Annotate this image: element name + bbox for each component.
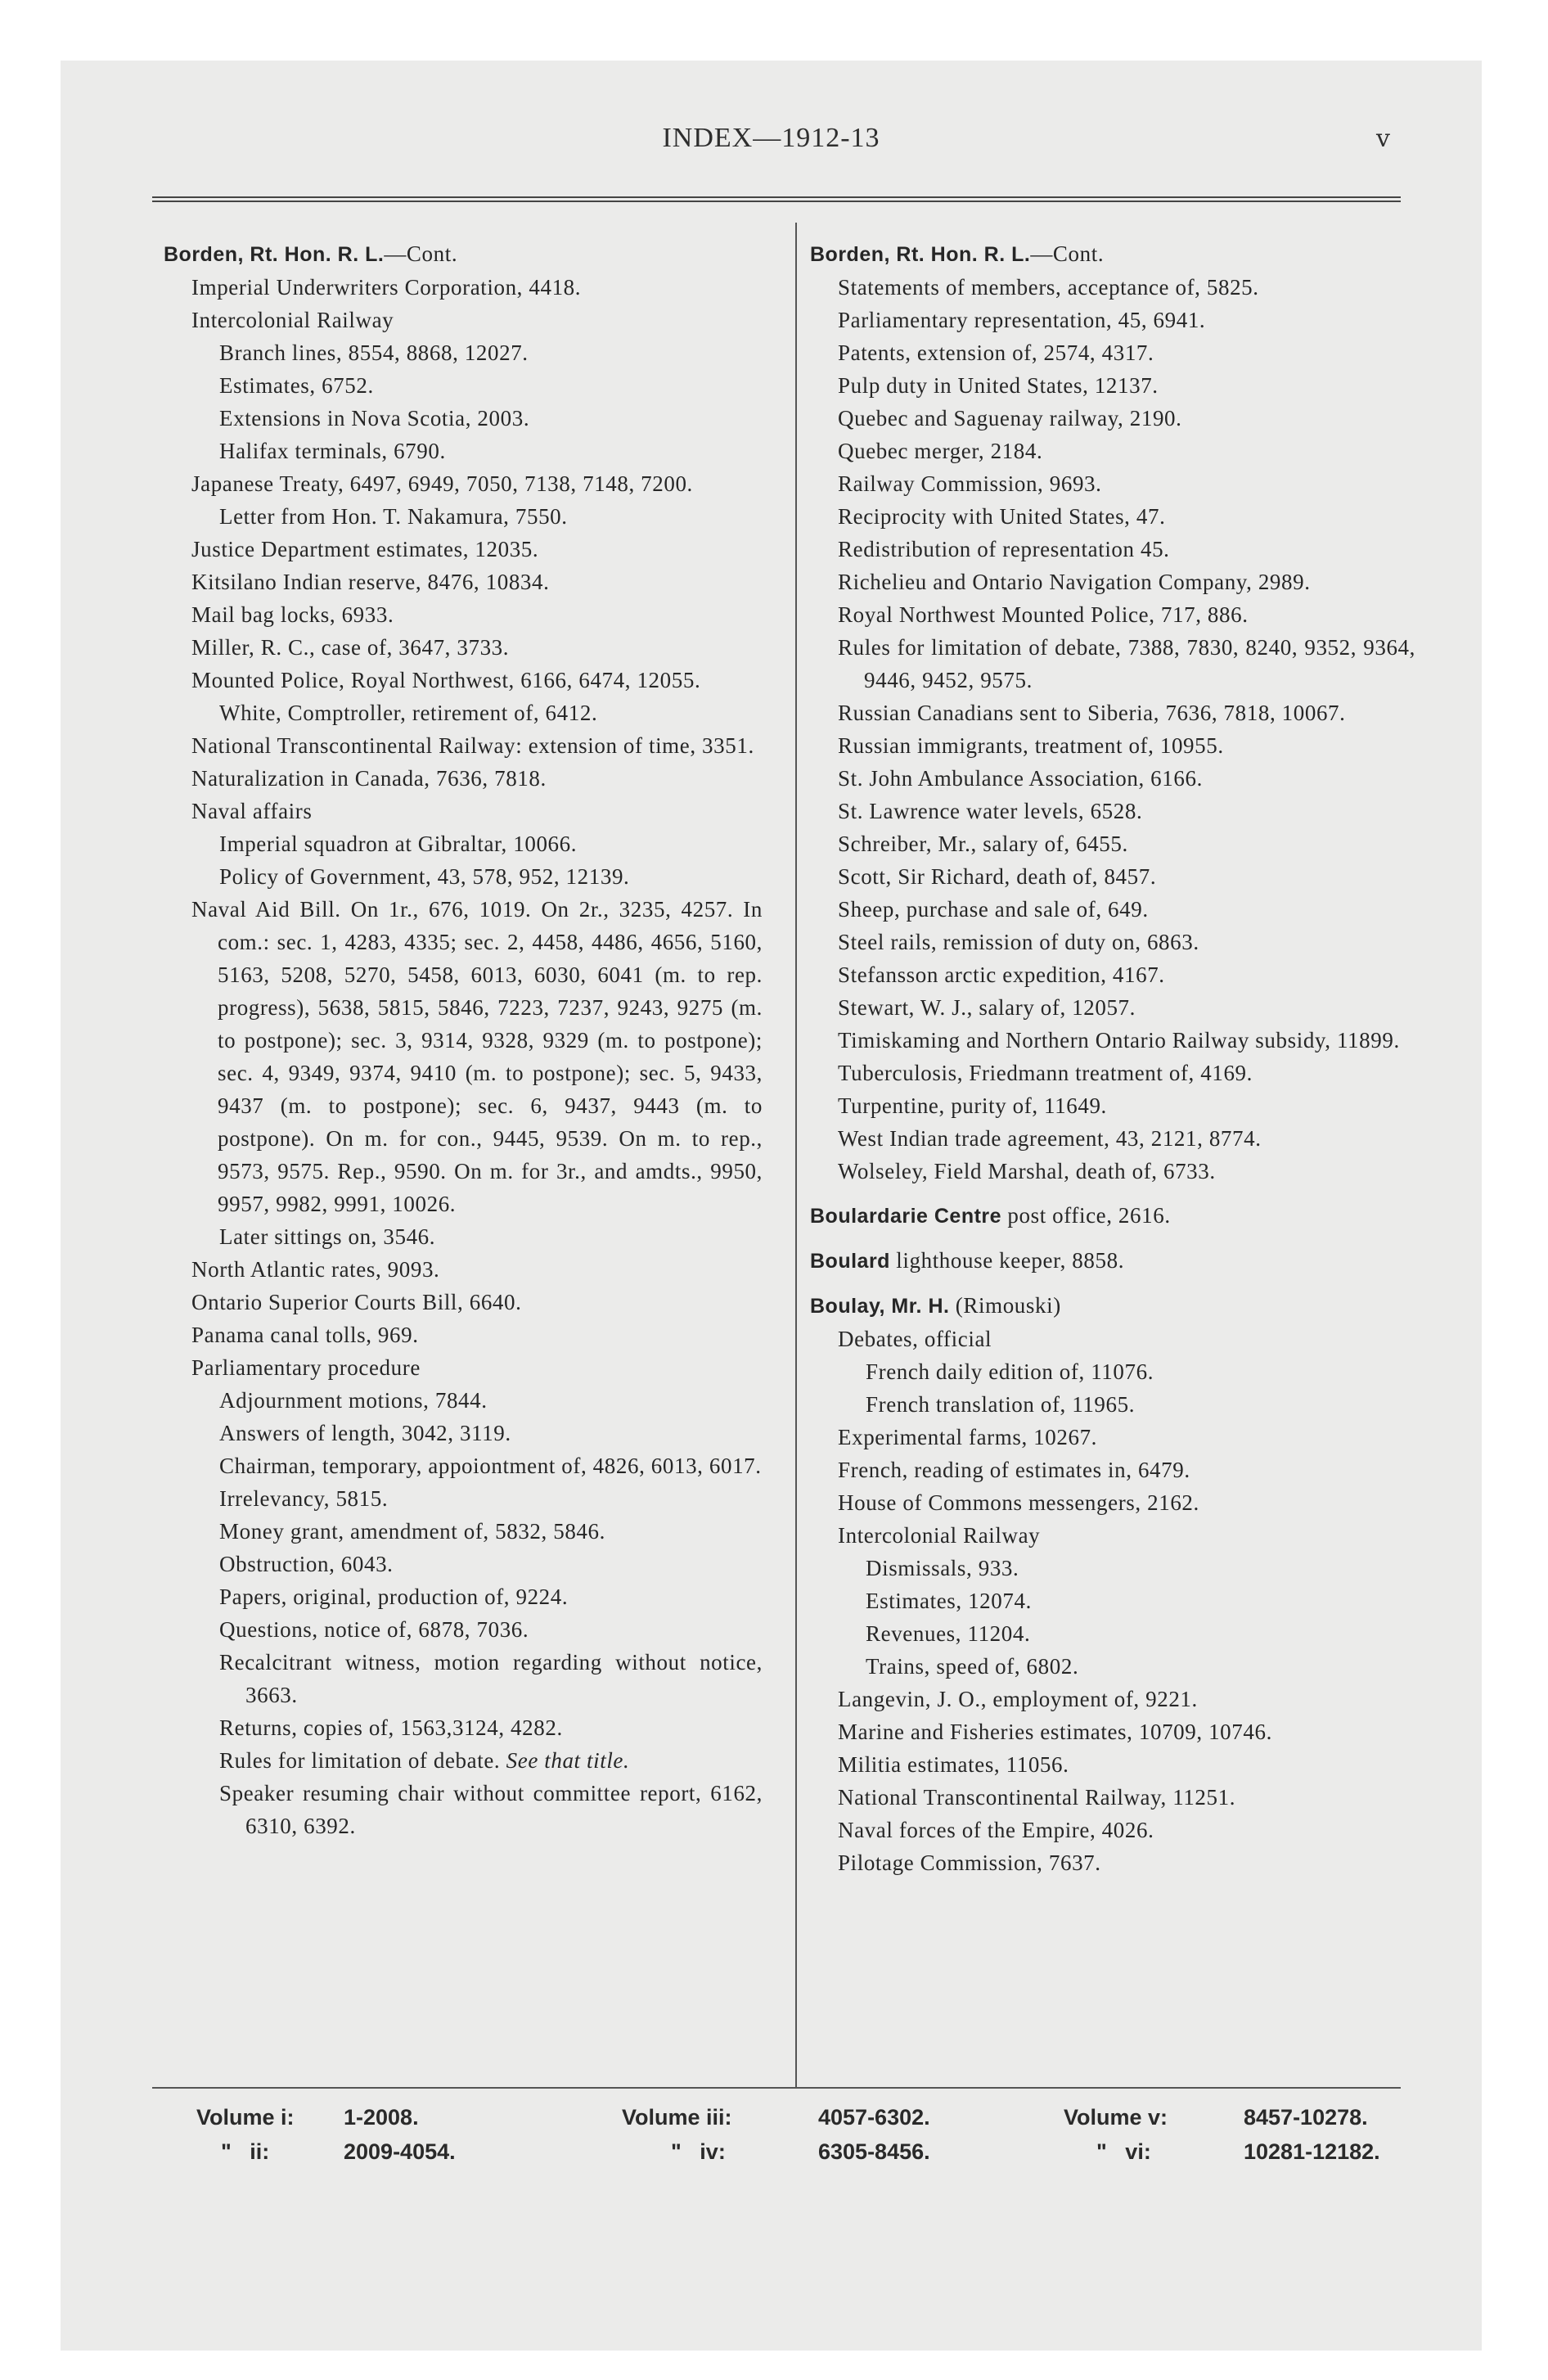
entry-text: Statements of members, acceptance of, 5825.: [838, 275, 1259, 300]
index-subentry: [810, 1421, 1415, 1454]
entry-text: Chairman, temporary, appoiontment of, 4826, 6013, 6017.: [219, 1454, 762, 1478]
volume-label: " vi:: [1096, 2139, 1151, 2164]
index-subentry: [164, 664, 763, 696]
entry-text: Questions, notice of, 6878, 7036.: [219, 1617, 529, 1642]
entry-text: Dismissals, 933.: [866, 1556, 1019, 1580]
entry-text: North Atlantic rates, 9093.: [191, 1257, 440, 1282]
index-subentry: [164, 1548, 763, 1580]
index-subentry: [810, 762, 1415, 795]
entry-text: Ontario Superior Courts Bill, 6640.: [191, 1290, 522, 1314]
entry-text: Experimental farms, 10267.: [838, 1425, 1098, 1449]
volume-label: Volume v:: [1064, 2105, 1168, 2130]
index-subentry: [164, 1449, 763, 1482]
entry-text: Extensions in Nova Scotia, 2003.: [219, 406, 530, 430]
index-subentry: [810, 1552, 1415, 1584]
entry-text: Halifax terminals, 6790.: [219, 439, 446, 463]
index-subentry: [164, 566, 763, 598]
entry-text: St. John Ambulance Association, 6166.: [838, 766, 1203, 791]
entry-text: Tuberculosis, Friedmann treatment of, 4169.: [838, 1061, 1253, 1085]
index-subentry: [164, 795, 763, 827]
index-subentry: [164, 696, 763, 729]
entry-text: Parliamentary representation, 45, 6941.: [838, 308, 1206, 332]
entry-text: Intercolonial Railway: [838, 1523, 1041, 1548]
page-number: v: [1376, 124, 1390, 153]
index-subentry: [164, 304, 763, 336]
entry-text: (Rimouski): [949, 1293, 1061, 1318]
index-subentry: [164, 860, 763, 893]
index-subentry: [164, 1580, 763, 1613]
index-subentry: [164, 1318, 763, 1351]
page-header: [61, 123, 1482, 164]
cross-reference: See that title.: [506, 1748, 630, 1773]
left-index-column: [164, 237, 763, 1842]
index-subentry: [164, 1253, 763, 1286]
column-divider: [795, 223, 797, 2087]
entry-text: Policy of Government, 43, 578, 952, 12139.: [219, 864, 630, 889]
entry-text: Parliamentary procedure: [191, 1355, 421, 1380]
entry-text: Rules for limitation of debate, 7388, 7830, 8240, 9352, 9364, 9446, 9452, 9575.: [838, 635, 1415, 692]
index-subentry: [164, 598, 763, 631]
entry-text: Trains, speed of, 6802.: [866, 1654, 1079, 1679]
index-subentry: [810, 467, 1415, 500]
volume-key-row: [196, 2100, 1399, 2134]
entry-text: —Cont.: [1030, 241, 1105, 266]
entry-text: Answers of length, 3042, 3119.: [219, 1421, 511, 1445]
entry-text: lighthouse keeper, 8858.: [889, 1248, 1125, 1273]
volume-range: 4057-6302.: [818, 2105, 930, 2130]
entry-text: Estimates, 12074.: [866, 1589, 1032, 1613]
index-subentry: [164, 1646, 763, 1711]
index-subentry: [810, 1486, 1415, 1519]
entry-text: Wolseley, Field Marshal, death of, 6733.: [838, 1159, 1216, 1183]
entry-text: Turpentine, purity of, 11649.: [838, 1093, 1107, 1118]
entry-text: Quebec and Saguenay railway, 2190.: [838, 406, 1182, 430]
entry-text: —Cont.: [384, 241, 458, 266]
entry-text: St. Lawrence water levels, 6528.: [838, 799, 1143, 823]
index-subentry: [810, 1388, 1415, 1421]
index-subentry: [810, 991, 1415, 1024]
index-subentry: [164, 336, 763, 369]
entry-text: Mail bag locks, 6933.: [191, 602, 394, 627]
footer-rule: [152, 2087, 1401, 2089]
entry-text: Money grant, amendment of, 5832, 5846.: [219, 1519, 605, 1544]
index-subentry: [164, 729, 763, 762]
header-rule: [152, 196, 1401, 202]
index-subentry: [810, 435, 1415, 467]
index-subentry: [810, 304, 1415, 336]
index-subentry: [810, 1748, 1415, 1781]
entry-text: National Transcontinental Railway: extension of time, 3351.: [191, 733, 754, 758]
entry-text: Imperial squadron at Gibraltar, 10066.: [219, 832, 578, 856]
entry-text: Pulp duty in United States, 12137.: [838, 373, 1159, 398]
entry-text: Steel rails, remission of duty on, 6863.: [838, 930, 1199, 954]
entry-text: Naval Aid Bill. On 1r., 676, 1019. On 2r., 3235, 4257. In com.: sec. 1, 4283, 4335; sec. 2, 4458, 4486, 4656, 5160, 5163, 5208, 5270, 5458, 6013, 6030, 6041 (m. to rep. progress), 5638, 5815, 5846, 7223, 7237, 9243, 9275 (m. to postpone); sec. 3, 9314, 9328, 9329 (m. to postpone); sec. 4, 9349, 9374, 9410 (m. to postpone); sec. 5, 9433, 9437 (m. to postpone); sec. 6, 9437, 9443 (m. to postpone). On m. for con., 9445, 9539. On m. to rep., 9573, 9575. Rep., 9590. On m. for 3r., and amdts., 9950, 9957, 9982, 9991, 10026.: [191, 897, 763, 1216]
entry-text: West Indian trade agreement, 43, 2121, 8774.: [838, 1126, 1262, 1151]
right-index-column: [810, 237, 1415, 1879]
index-subentry: [810, 369, 1415, 402]
entry-text: Militia estimates, 11056.: [838, 1752, 1069, 1777]
index-subentry: [810, 336, 1415, 369]
index-subentry: [810, 271, 1415, 304]
index-subentry: [164, 1220, 763, 1253]
index-subentry: [810, 1814, 1415, 1846]
entry-text: Sheep, purchase and sale of, 649.: [838, 897, 1149, 922]
index-subentry: [164, 1351, 763, 1384]
index-subentry: [164, 827, 763, 860]
entry-text: Obstruction, 6043.: [219, 1552, 394, 1576]
entry-text: Naval forces of the Empire, 4026.: [838, 1818, 1154, 1842]
index-subentry: [810, 533, 1415, 566]
index-subentry: [810, 827, 1415, 860]
entry-text: Intercolonial Railway: [191, 308, 394, 332]
entry-text: Quebec merger, 2184.: [838, 439, 1043, 463]
index-subentry: [164, 369, 763, 402]
entry-text: Papers, original, production of, 9224.: [219, 1584, 569, 1609]
volume-key-row: [196, 2134, 1399, 2169]
index-subentry: [810, 1519, 1415, 1552]
entry-text: Mounted Police, Royal Northwest, 6166, 6474, 12055.: [191, 668, 701, 692]
entry-text: Schreiber, Mr., salary of, 6455.: [838, 832, 1128, 856]
entry-text: French, reading of estimates in, 6479.: [838, 1458, 1190, 1482]
entry-text: Branch lines, 8554, 8868, 12027.: [219, 340, 529, 365]
index-subentry: [810, 1323, 1415, 1355]
entry-text: post office, 2616.: [1001, 1203, 1171, 1228]
entry-text: Timiskaming and Northern Ontario Railway subsidy, 11899.: [838, 1028, 1400, 1053]
entry-text: Russian immigrants, treatment of, 10955.: [838, 733, 1224, 758]
entry-text: Railway Commission, 9693.: [838, 471, 1102, 496]
volume-key: [196, 2100, 1399, 2169]
entry-text: Reciprocity with United States, 47.: [838, 504, 1166, 529]
volume-range: 8457-10278.: [1244, 2105, 1368, 2130]
entry-text: National Transcontinental Railway, 11251.: [838, 1785, 1236, 1810]
entry-text: Irrelevancy, 5815.: [219, 1486, 389, 1511]
running-title: INDEX—1912-13: [662, 123, 880, 153]
entry-text: Estimates, 6752.: [219, 373, 374, 398]
index-subentry: [810, 696, 1415, 729]
index-subentry: [810, 958, 1415, 991]
index-subentry: [810, 893, 1415, 926]
index-subentry: [164, 1286, 763, 1318]
index-subentry: [164, 271, 763, 304]
entry-text: Langevin, J. O., employment of, 9221.: [838, 1687, 1198, 1711]
index-subentry: [810, 1715, 1415, 1748]
volume-range: 10281-12182.: [1244, 2139, 1380, 2164]
volume-label: Volume iii:: [622, 2105, 732, 2130]
index-heading-entry: [810, 1289, 1415, 1323]
index-subentry: [810, 926, 1415, 958]
index-subentry: [164, 631, 763, 664]
index-subentry: [164, 435, 763, 467]
index-subentry: [810, 1650, 1415, 1683]
entry-text: French translation of, 11965.: [866, 1392, 1136, 1417]
volume-label: " iv:: [671, 2139, 726, 2164]
heading-name: Borden, Rt. Hon. R. L.: [810, 243, 1031, 266]
entry-text: Stefansson arctic expedition, 4167.: [838, 962, 1165, 987]
volume-range: 2009-4054.: [344, 2139, 456, 2164]
index-subentry: [810, 1024, 1415, 1057]
heading-name: Boulardarie Centre: [810, 1205, 1002, 1228]
entry-text: Letter from Hon. T. Nakamura, 7550.: [219, 504, 568, 529]
index-subentry: [810, 860, 1415, 893]
heading-name: Boulay, Mr. H.: [810, 1295, 950, 1318]
entry-text: House of Commons messengers, 2162.: [838, 1490, 1199, 1515]
entry-text: Japanese Treaty, 6497, 6949, 7050, 7138, 7148, 7200.: [191, 471, 693, 496]
index-heading-entry: [810, 237, 1415, 271]
entry-text: Revenues, 11204.: [866, 1621, 1031, 1646]
index-subentry: [164, 1613, 763, 1646]
index-subentry: [810, 598, 1415, 631]
entry-text: Returns, copies of, 1563,3124, 4282.: [219, 1715, 563, 1740]
index-subentry: [810, 402, 1415, 435]
index-subentry: [810, 566, 1415, 598]
index-subentry: [810, 1617, 1415, 1650]
index-subentry: [810, 631, 1415, 696]
index-subentry: [810, 795, 1415, 827]
volume-range: 6305-8456.: [818, 2139, 930, 2164]
entry-text: Debates, official: [838, 1327, 992, 1351]
index-subentry: [164, 467, 763, 500]
index-subentry: [810, 500, 1415, 533]
entry-text: Justice Department estimates, 12035.: [191, 537, 539, 561]
heading-name: Boulard: [810, 1250, 890, 1273]
index-subentry: [810, 1057, 1415, 1089]
index-subentry: [810, 1846, 1415, 1879]
index-subentry: [164, 1417, 763, 1449]
entry-text: White, Comptroller, retirement of, 6412.: [219, 701, 598, 725]
index-subentry: [164, 1711, 763, 1744]
entry-text: Patents, extension of, 2574, 4317.: [838, 340, 1154, 365]
index-subentry: [810, 1454, 1415, 1486]
index-subentry: [164, 1515, 763, 1548]
index-subentry: [810, 1122, 1415, 1155]
index-subentry: [810, 1683, 1415, 1715]
entry-text: French daily edition of, 11076.: [866, 1359, 1154, 1384]
index-subentry: [164, 1777, 763, 1842]
volume-label: Volume i:: [196, 2105, 295, 2130]
index-heading-entry: [164, 237, 763, 271]
entry-text: Redistribution of representation 45.: [838, 537, 1170, 561]
heading-name: Borden, Rt. Hon. R. L.: [164, 243, 385, 266]
entry-text: Richelieu and Ontario Navigation Company, 2989.: [838, 570, 1311, 594]
entry-text: Imperial Underwriters Corporation, 4418.: [191, 275, 582, 300]
entry-text: Miller, R. C., case of, 3647, 3733.: [191, 635, 510, 660]
entry-text: Stewart, W. J., salary of, 12057.: [838, 995, 1136, 1020]
index-subentry: [164, 893, 763, 1220]
entry-text: Adjournment motions, 7844.: [219, 1388, 488, 1413]
index-subentry: [810, 1355, 1415, 1388]
entry-text: Naturalization in Canada, 7636, 7818.: [191, 766, 547, 791]
entry-text: Kitsilano Indian reserve, 8476, 10834.: [191, 570, 550, 594]
entry-text: Russian Canadians sent to Siberia, 7636, 7818, 10067.: [838, 701, 1346, 725]
volume-range: 1-2008.: [344, 2105, 419, 2130]
index-subentry: [810, 1155, 1415, 1188]
index-subentry: [164, 500, 763, 533]
index-subentry: [810, 1781, 1415, 1814]
index-subentry: [164, 1384, 763, 1417]
index-heading-entry: [810, 1199, 1415, 1233]
index-subentry: [164, 533, 763, 566]
entry-text: Recalcitrant witness, motion regarding without notice, 3663.: [219, 1650, 763, 1707]
entry-text: Rules for limitation of debate.: [219, 1748, 501, 1773]
entry-text: Speaker resuming chair without committee report, 6162, 6310, 6392.: [219, 1781, 763, 1838]
index-subentry: [810, 1089, 1415, 1122]
index-subentry: [810, 1584, 1415, 1617]
index-subentry: [164, 1744, 763, 1777]
entry-text: Scott, Sir Richard, death of, 8457.: [838, 864, 1157, 889]
entry-text: Later sittings on, 3546.: [219, 1224, 436, 1249]
entry-text: Royal Northwest Mounted Police, 717, 886.: [838, 602, 1249, 627]
index-subentry: [164, 402, 763, 435]
entry-text: Marine and Fisheries estimates, 10709, 10746.: [838, 1720, 1272, 1744]
index-heading-entry: [810, 1244, 1415, 1278]
index-subentry: [164, 1482, 763, 1515]
entry-text: Pilotage Commission, 7637.: [838, 1850, 1101, 1875]
entry-text: Panama canal tolls, 969.: [191, 1323, 419, 1347]
volume-label: " ii:: [221, 2139, 270, 2164]
index-subentry: [164, 762, 763, 795]
entry-text: Naval affairs: [191, 799, 313, 823]
index-subentry: [810, 729, 1415, 762]
